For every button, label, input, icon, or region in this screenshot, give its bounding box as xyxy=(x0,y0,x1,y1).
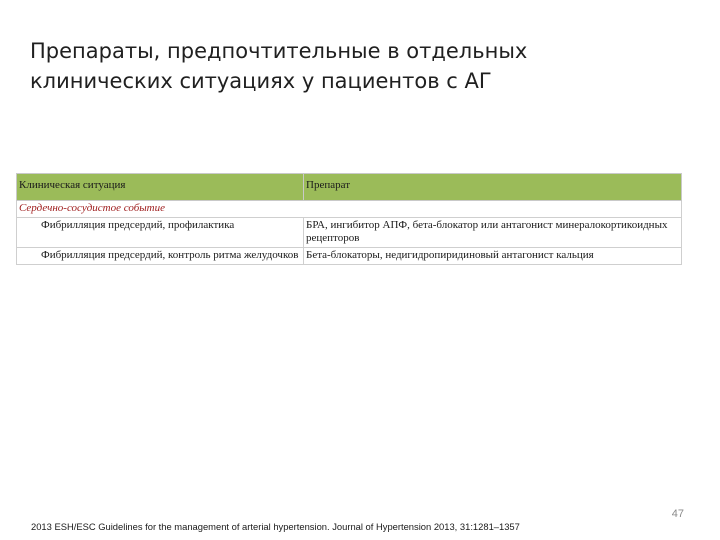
drug-table-container xyxy=(16,173,681,265)
category-row xyxy=(17,201,682,218)
footnote-citation: 2013 ESH/ESC Guidelines for the management of arterial hypertension. Journal of Hypertension 2013, 31:1281–1357 xyxy=(31,521,520,532)
table-header-row xyxy=(17,174,682,201)
slide-title-line-1: Препараты, предпочтительные в отдельных xyxy=(30,39,528,63)
category-cell: Сердечно-сосудистое событие xyxy=(17,201,304,218)
situation-cell xyxy=(17,248,304,265)
table-row xyxy=(17,218,682,248)
situation-cell: Фибрилляция предсердий, профилактика xyxy=(17,218,304,248)
header-clinical-situation: Клиническая ситуация xyxy=(17,174,304,201)
page-number: 47 xyxy=(671,508,684,520)
category-empty-cell xyxy=(304,201,682,218)
drug-cell: Бета-блокаторы, недигидропиридиновый антагонист кальция xyxy=(304,248,682,265)
situation-text: Фибрилляция предсердий, контроль ритма желудочков xyxy=(41,249,299,261)
header-drug: Препарат xyxy=(304,174,682,201)
drug-cell: БРА, ингибитор АПФ, бета-блокатор или антагонист минералокортикоидных рецепторов xyxy=(304,218,682,248)
slide-title xyxy=(30,36,690,96)
table-row xyxy=(17,248,682,265)
drug-table xyxy=(16,173,682,265)
slide-title-line-2: клинических ситуациях у пациентов с АГ xyxy=(30,69,492,93)
